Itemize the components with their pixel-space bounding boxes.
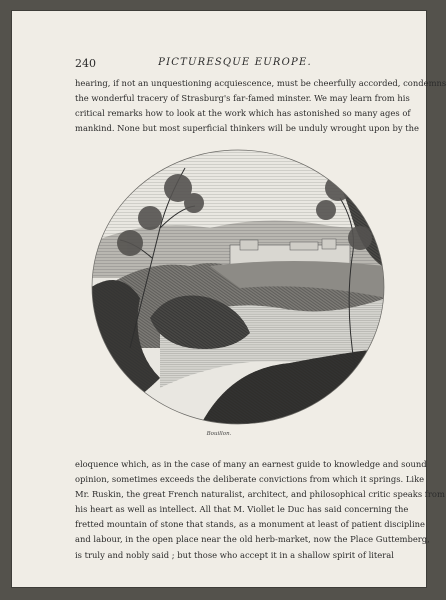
text-line: opinion, sometimes exceeds the deliberate convictions from which it springs. Like: [75, 474, 425, 485]
text-line: and labour, in the open place near the old herb-market, now the Place Guttemberg,: [75, 534, 430, 545]
text-line: eloquence which, as in the case of many an earnest guide to knowledge and sound: [75, 459, 427, 469]
text-line: hearing, if not an unquestioning acquiescence, must be cheerfully accorded, condemns: [75, 78, 446, 88]
circular-engraving: [90, 148, 386, 426]
text-line: is truly and nobly said ; but those who accept it in a shallow spirit of literal: [75, 549, 394, 560]
illustration-caption: Bouillon.: [206, 431, 232, 437]
book-page: [12, 11, 446, 587]
text-line: fretted mountain of stone that stands, as a monument at least of patient discipline: [75, 519, 425, 530]
text-line: mankind. None but most superficial thinkers will be unduly wrought upon by the: [75, 123, 419, 134]
text-line: his heart as well as intellect. All that M. Viollet le Duc has said concerning the: [75, 504, 409, 515]
running-title: PICTURESQUE EUROPE.: [158, 57, 312, 68]
text-line: critical remarks how to look at the work which has astonished so many ages of: [75, 108, 411, 119]
text-line: the wonderful tracery of Strasburg's far-famed minster. We may learn from his: [75, 93, 410, 104]
top-paragraph: [75, 76, 446, 136]
text-line: Mr. Ruskin, the great French naturalist, architect, and philosophical critic speaks from: [75, 489, 445, 500]
page-header: [75, 57, 395, 71]
page-number: 240: [75, 57, 96, 70]
bottom-paragraph: [75, 457, 445, 563]
